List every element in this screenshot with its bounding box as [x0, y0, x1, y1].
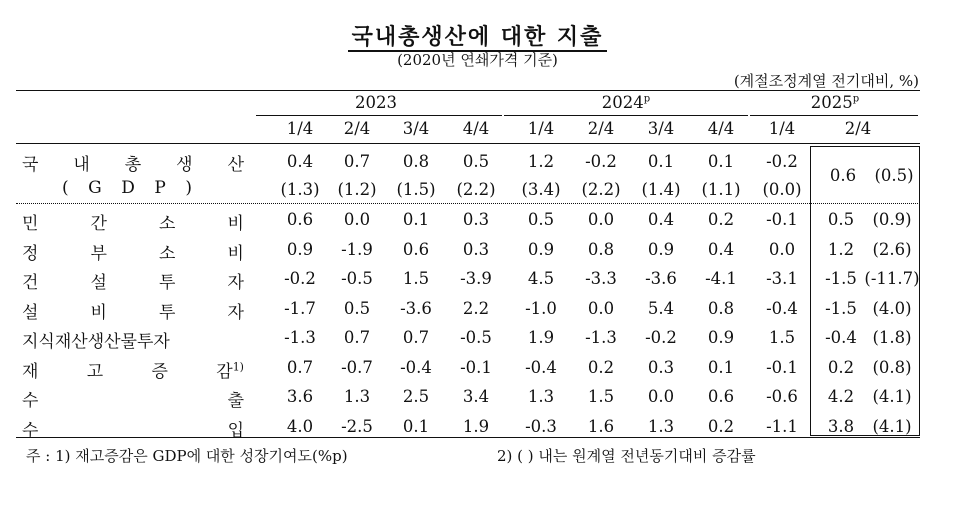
- table-cell: 3.4: [462, 387, 490, 406]
- table-cell: 0.3: [462, 239, 490, 259]
- gdp-separator: [16, 203, 920, 204]
- year-label: 2024: [601, 93, 644, 112]
- table-cell: -0.7: [341, 357, 373, 377]
- table-cell: 1.9: [462, 416, 490, 436]
- header-bottom-rule: [16, 143, 920, 144]
- label-char: 생: [176, 155, 193, 175]
- table-cell: 1.3: [527, 387, 555, 406]
- gdp-qoq-value: 0.7: [343, 152, 371, 171]
- quarter-header: 3/4: [402, 119, 430, 138]
- gdp-yoy-value: (3.4): [521, 180, 561, 199]
- table-cell: 0.2: [587, 357, 615, 377]
- table-cell: 0.0: [343, 210, 371, 229]
- table-cell: 0.3: [647, 357, 675, 377]
- table-cell: 0.1: [402, 210, 430, 229]
- table-cell: -0.5: [460, 328, 492, 347]
- label-char: 자: [227, 273, 244, 293]
- table-cell-yoy: (4.1): [872, 387, 912, 406]
- table-cell: 0.9: [527, 239, 555, 259]
- footnote-2: 2) ( ) 내는 원계열 전년동기대비 증감률: [497, 447, 756, 465]
- table-cell: -1.0: [525, 298, 557, 318]
- table-cell: 0.2: [707, 416, 735, 436]
- unit-label: (계절조정계열 전기대비, %): [733, 72, 919, 90]
- table-cell: 0.7: [286, 357, 314, 377]
- table-cell: 1.5: [587, 387, 615, 406]
- gdp-yoy-value: (1.5): [396, 180, 436, 199]
- gdp-qoq-value: 0.5: [462, 152, 490, 171]
- table-cell: -1.3: [585, 328, 617, 347]
- table-cell: 0.0: [768, 239, 796, 259]
- label-char: P: [154, 178, 166, 198]
- year-superscript: p: [852, 93, 860, 105]
- table-cell: 4.2: [827, 387, 855, 406]
- table-cell: 0.1: [707, 357, 735, 377]
- label-char: 출: [227, 391, 244, 411]
- table-cell: 1.9: [527, 328, 555, 347]
- gdp-yoy-value: (1.2): [337, 180, 377, 199]
- table-cell: 0.5: [527, 210, 555, 229]
- quarter-header: 3/4: [647, 119, 675, 138]
- table-cell: -1.5: [825, 298, 857, 318]
- row-label: [22, 209, 244, 234]
- gdp-qoq-value: 0.8: [402, 152, 430, 171]
- table-cell: 0.5: [343, 298, 371, 318]
- table-cell: -3.3: [585, 269, 617, 288]
- gdp-yoy-value: (2.2): [456, 180, 496, 199]
- label-char: 정: [22, 243, 39, 264]
- label-char: 입: [227, 420, 244, 441]
- table-cell: 0.1: [402, 416, 430, 436]
- gdp-qoq-value: -0.2: [585, 152, 617, 171]
- label-char: 비: [227, 243, 244, 264]
- table-cell-yoy: (0.8): [872, 357, 912, 377]
- table-cell: 0.7: [402, 328, 430, 347]
- table-cell: 0.4: [707, 239, 735, 259]
- table-cell: -0.2: [284, 269, 316, 288]
- table-cell: -2.5: [341, 416, 373, 436]
- page-subtitle: (2020년 연쇄가격 기준): [397, 51, 558, 69]
- gdp-yoy-value: (1.1): [701, 180, 741, 199]
- table-cell-yoy: (4.1): [872, 416, 912, 436]
- quarter-header: 1/4: [527, 119, 555, 138]
- table-cell: 1.2: [827, 239, 855, 259]
- label-char: 간: [90, 214, 107, 234]
- table-cell: -1.7: [284, 298, 316, 318]
- table-cell: -0.4: [825, 328, 857, 347]
- quarter-header: 1/4: [768, 119, 796, 138]
- table-cell: -3.6: [400, 298, 432, 318]
- year-label: 2023: [355, 93, 397, 112]
- label-char: 수: [22, 420, 39, 441]
- label-char: 비: [227, 214, 244, 234]
- gdp-yoy-value: (2.2): [581, 180, 621, 199]
- table-cell: 2.5: [402, 387, 430, 406]
- table-cell: 0.9: [647, 239, 675, 259]
- quarter-header: 4/4: [462, 119, 490, 138]
- table-cell: -3.9: [460, 269, 492, 288]
- label-char: 총: [124, 155, 142, 175]
- table-cell-yoy: (2.6): [872, 239, 912, 259]
- label-char: 증: [151, 361, 168, 382]
- row-label: [22, 239, 244, 264]
- table-cell: 0.3: [462, 210, 490, 229]
- table-cell-yoy: (-11.7): [864, 269, 920, 288]
- gdp-yoy-value: (0.5): [874, 166, 914, 185]
- year-header: [326, 93, 426, 112]
- table-cell: 4.5: [527, 269, 555, 288]
- table-cell: 1.5: [768, 328, 796, 347]
- label-char: 투: [159, 273, 176, 293]
- table-cell: 0.7: [343, 328, 371, 347]
- table-cell: -0.4: [525, 357, 557, 377]
- gdp-qoq-value: 0.6: [829, 166, 857, 185]
- table-cell: 1.6: [587, 416, 615, 436]
- table-cell: -1.3: [284, 328, 316, 347]
- row-label: [22, 298, 244, 323]
- label-char: ): [185, 178, 192, 198]
- quarter-header: 2/4: [343, 119, 371, 138]
- quarter-header: 2/4: [587, 119, 615, 138]
- table-cell: -0.6: [766, 387, 798, 406]
- table-cell: 0.2: [827, 357, 855, 377]
- table-cell: 0.0: [587, 298, 615, 318]
- year-underline-2024: [504, 115, 748, 116]
- label-char: 소: [159, 214, 176, 234]
- table-cell: 3.8: [827, 416, 855, 436]
- label-char: 고: [86, 361, 104, 382]
- table-cell: -0.2: [645, 328, 677, 347]
- table-cell-yoy: (1.8): [872, 328, 912, 347]
- table-cell: -0.1: [766, 210, 798, 229]
- table-cell: 3.6: [286, 387, 314, 406]
- table-cell: 0.4: [647, 210, 675, 229]
- table-cell: -1.5: [825, 269, 857, 288]
- label-char: 민: [22, 214, 39, 234]
- table-cell: 0.0: [647, 387, 675, 406]
- row-label: [22, 416, 244, 441]
- table-cell: 0.9: [286, 239, 314, 259]
- table-cell: 0.9: [707, 328, 735, 347]
- row-label: [22, 268, 244, 293]
- label-char: 재: [22, 361, 39, 382]
- table-cell: 0.6: [286, 210, 314, 229]
- label-char: 감$^{1)}$: [216, 359, 244, 382]
- gdp-qoq-value: 0.1: [647, 152, 675, 171]
- label-char: 산: [227, 155, 244, 175]
- label-char: 국: [22, 155, 39, 175]
- table-cell: -0.3: [525, 416, 557, 436]
- table-cell: 0.6: [707, 387, 735, 406]
- table-cell-yoy: (4.0): [872, 298, 912, 318]
- footnote-1: 주 : 1) 재고증감은 GDP에 대한 성장기여도(%p): [26, 447, 348, 465]
- table-cell: -4.1: [705, 269, 737, 288]
- table-cell: 4.0: [286, 416, 314, 436]
- table-cell: -1.1: [766, 416, 798, 436]
- gdp-yoy-value: (1.4): [641, 180, 681, 199]
- table-cell: 0.0: [587, 210, 615, 229]
- label-char: 내: [73, 155, 90, 175]
- table-cell: -0.5: [341, 269, 373, 288]
- label-char: D: [121, 178, 135, 198]
- table-cell: 5.4: [647, 298, 675, 318]
- table-cell: -1.9: [341, 239, 373, 259]
- gdp-label-abbrev: [62, 178, 192, 198]
- gdp-yoy-value: (0.0): [762, 180, 802, 199]
- page-title: 국내총생산에 대한 지출: [0, 20, 955, 51]
- table-cell: -3.6: [645, 269, 677, 288]
- year-underline-2023: [256, 115, 502, 116]
- label-char: 부: [90, 243, 107, 264]
- table-cell: 0.2: [707, 210, 735, 229]
- table-cell: -0.1: [460, 357, 492, 377]
- quarter-header: 1/4: [286, 119, 314, 138]
- label-char: 설: [90, 273, 107, 293]
- label-char: 소: [159, 243, 176, 264]
- row-label: [22, 357, 244, 382]
- year-superscript: p: [643, 93, 651, 105]
- gdp-yoy-value: (1.3): [280, 180, 320, 199]
- table-cell: 1.3: [647, 416, 675, 436]
- row-label: [22, 327, 244, 352]
- label-char: 비: [90, 302, 107, 323]
- table-cell: -0.1: [766, 357, 798, 377]
- label-char: 건: [22, 273, 39, 293]
- row-label: [22, 386, 244, 411]
- table-cell: 0.8: [707, 298, 735, 318]
- table-cell: 1.3: [343, 387, 371, 406]
- table-cell: -0.4: [400, 357, 432, 377]
- gdp-qoq-value: 1.2: [527, 152, 555, 171]
- table-cell: 0.6: [402, 239, 430, 259]
- gdp-label: [22, 150, 244, 175]
- gdp-qoq-value: 0.1: [707, 152, 735, 171]
- label-char: G: [88, 178, 102, 198]
- table-cell: 0.5: [827, 210, 855, 229]
- label-char: 자: [227, 302, 244, 323]
- gdp-qoq-value: 0.4: [286, 152, 314, 171]
- label-char: 설: [22, 302, 39, 323]
- gdp-qoq-value: -0.2: [766, 152, 798, 171]
- table-cell: -0.4: [766, 298, 798, 318]
- quarter-header: 2/4: [844, 119, 872, 138]
- label-char: 투: [159, 302, 176, 323]
- year-header: [576, 93, 676, 112]
- label-char: (: [62, 178, 69, 198]
- year-underline-2025: [750, 115, 918, 116]
- table-cell-yoy: (0.9): [872, 210, 912, 229]
- year-header: [785, 93, 885, 112]
- table-cell: 0.8: [587, 239, 615, 259]
- table-cell: 2.2: [462, 298, 490, 318]
- table-cell: 1.5: [402, 269, 430, 288]
- quarter-header: 4/4: [707, 119, 735, 138]
- label-char: 수: [22, 391, 39, 411]
- table-cell: -3.1: [766, 269, 798, 288]
- year-label: 2025: [810, 93, 853, 112]
- header-top-rule: [16, 90, 920, 91]
- label-char: 지식재산생산물투자: [22, 332, 170, 352]
